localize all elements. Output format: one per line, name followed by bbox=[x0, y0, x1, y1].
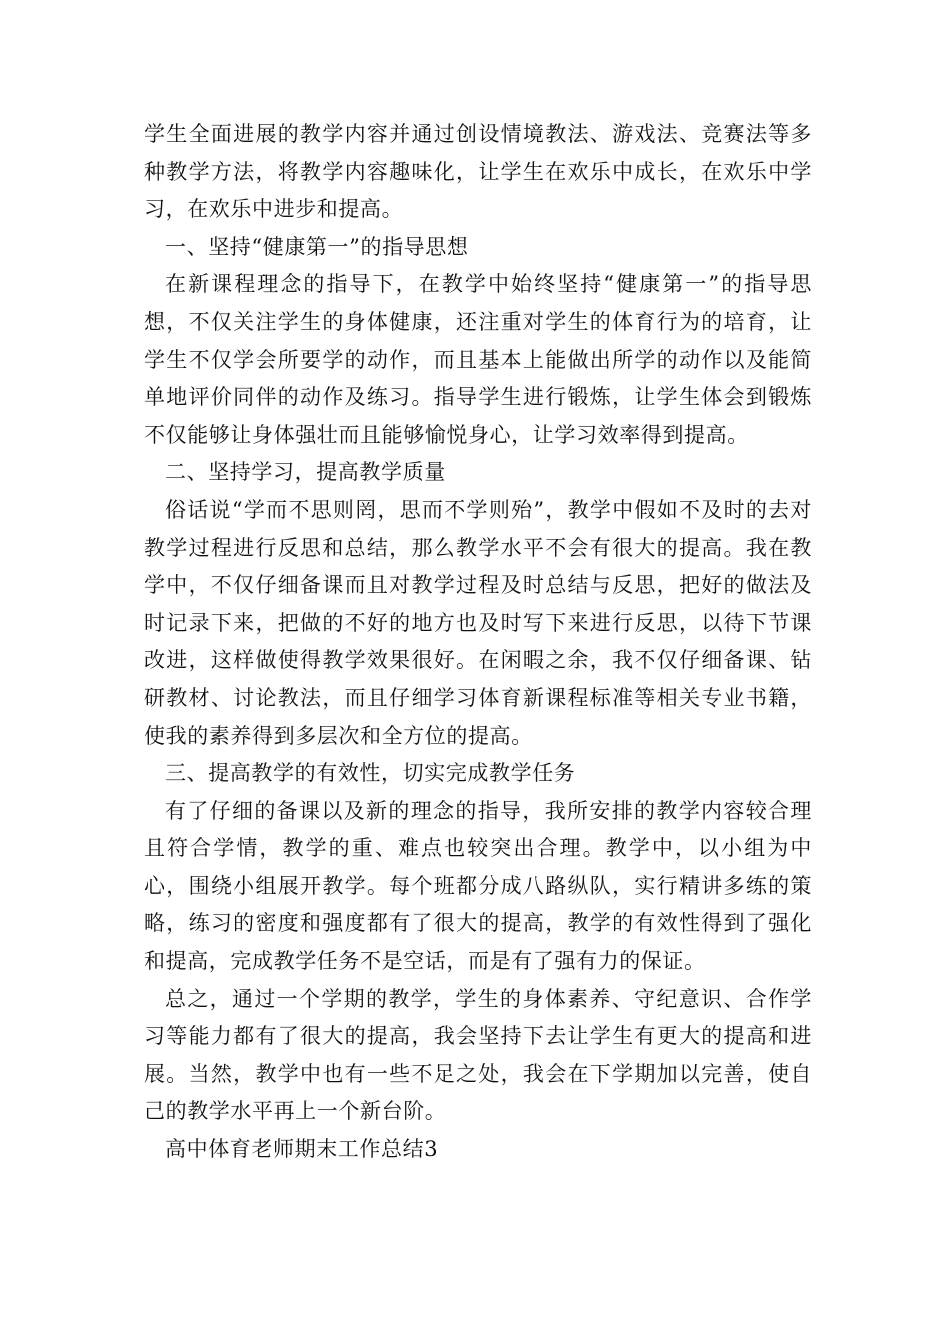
body-paragraph: 有了仔细的备课以及新的理念的指导，我所安排的教学内容较合理且符合学情，教学的重、难点也较突出合理。教学中，以小组为中心，围绕小组展开教学。每个班都分成八路纵队，实行精讲多练的策略，练习的密度和强度都有了很大的提高，教学的有效性得到了强化和提高，完成教学任务不是空话，而是有了强有力的保证。 bbox=[144, 798, 812, 974]
section-heading: 一、坚持“健康第一”的指导思想 bbox=[165, 234, 469, 259]
section-heading: 二、坚持学习，提高教学质量 bbox=[165, 460, 446, 485]
section-heading: 三、提高教学的有效性，切实完成教学任务 bbox=[165, 761, 576, 786]
document-body bbox=[144, 116, 812, 1169]
body-paragraph: 在新课程理念的指导下，在教学中始终坚持“健康第一”的指导思想，不仅关注学生的身体健康，还注重对学生的体育行为的培育，让学生不仅学会所要学的动作，而且基本上能做出所学的动作以及能简单地评价同伴的动作及练习。指导学生进行锻炼，让学生体会到锻炼不仅能够让身体强壮而且能够愉悦身心，让学习效率得到提高。 bbox=[144, 272, 812, 447]
body-paragraph: 学生全面进展的教学内容并通过创设情境教法、游戏法、竞赛法等多种教学方法，将教学内容趣味化，让学生在欢乐中成长，在欢乐中学习，在欢乐中进步和提高。 bbox=[144, 122, 812, 222]
body-paragraph: 总之，通过一个学期的教学，学生的身体素养、守纪意识、合作学习等能力都有了很大的提高，我会坚持下去让学生有更大的提高和进展。当然，教学中也有一些不足之处，我会在下学期加以完善，使自己的教学水平再上一个新台阶。 bbox=[144, 986, 812, 1124]
body-paragraph: 俗话说“学而不思则罔，思而不学则殆”，教学中假如不及时的去对教学过程进行反思和总结，那么教学水平不会有很大的提高。我在教学中，不仅仔细备课而且对教学过程及时总结与反思，把好的做法及时记录下来，把做的不好的地方也及时写下来进行反思，以待下节课改进，这样做使得教学效果很好。在闲暇之余，我不仅仔细备课、钻研教材、讨论教法，而且仔细学习体育新课程标准等相关专业书籍，使我的素养得到多层次和全方位的提高。 bbox=[144, 497, 812, 748]
document-title: 高中体育老师期末工作总结3 bbox=[165, 1137, 439, 1162]
